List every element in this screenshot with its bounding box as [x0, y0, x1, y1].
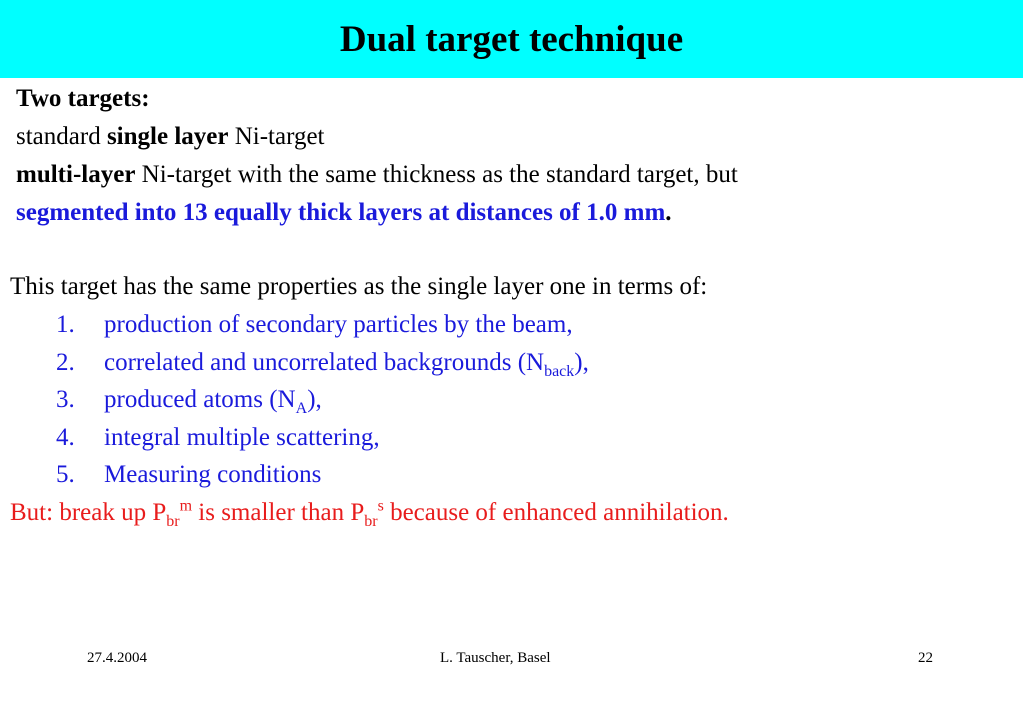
footer-date: 27.4.2004 — [87, 650, 147, 666]
segmented-line — [16, 194, 738, 232]
list-item — [56, 306, 589, 344]
subscript: br — [364, 513, 378, 530]
list-text-end: ), — [307, 386, 322, 413]
breakup-text: is smaller than P — [192, 499, 365, 526]
breakup-statement — [10, 494, 729, 532]
subscript: br — [166, 513, 180, 530]
superscript: s — [377, 497, 384, 515]
targets-block — [16, 80, 738, 232]
multi-layer-suffix: Ni-target with the same thickness as the standard target, but — [135, 161, 738, 188]
list-text: Measuring conditions — [104, 461, 322, 488]
list-text: production of secondary particles by the beam, — [104, 311, 573, 338]
list-number: 1. — [56, 311, 75, 338]
single-layer-text: single layer — [106, 123, 229, 150]
breakup-text: But: break up P — [10, 499, 167, 526]
slide-title: Dual target technique — [339, 18, 684, 60]
breakup-text: because of enhanced annihilation. — [383, 499, 729, 526]
footer-page-number: 22 — [918, 650, 933, 666]
subscript: back — [544, 362, 575, 380]
list-text: correlated and uncorrelated backgrounds (N — [104, 348, 545, 376]
targets-heading: Two targets: — [16, 85, 150, 112]
footer-author: L. Tauscher, Basel — [440, 650, 551, 666]
standard-prefix: standard — [16, 123, 107, 150]
properties-intro: This target has the same properties as the single layer one in terms of: — [10, 273, 708, 300]
multi-layer-line — [16, 156, 738, 194]
list-item — [56, 456, 589, 494]
multi-layer-text: multi-layer — [16, 161, 136, 188]
list-text-end: ), — [574, 348, 589, 376]
list-text: produced atoms (N — [104, 386, 296, 413]
segmented-period: . — [665, 199, 672, 226]
segmented-text: segmented into 13 equally thick layers at distances of 1.0 mm — [16, 199, 666, 226]
standard-target-line — [16, 118, 738, 156]
list-item — [56, 419, 589, 457]
list-number: 2. — [56, 348, 75, 376]
list-number: 4. — [56, 423, 75, 451]
list-item — [56, 344, 589, 382]
superscript: m — [179, 497, 193, 515]
standard-suffix: Ni-target — [228, 123, 325, 150]
subscript: A — [295, 400, 308, 417]
properties-list — [56, 306, 589, 494]
list-number: 5. — [56, 461, 75, 488]
title-bar — [0, 0, 1023, 78]
list-text: integral multiple scattering, — [104, 423, 380, 451]
list-number: 3. — [56, 386, 75, 413]
list-item — [56, 381, 589, 419]
